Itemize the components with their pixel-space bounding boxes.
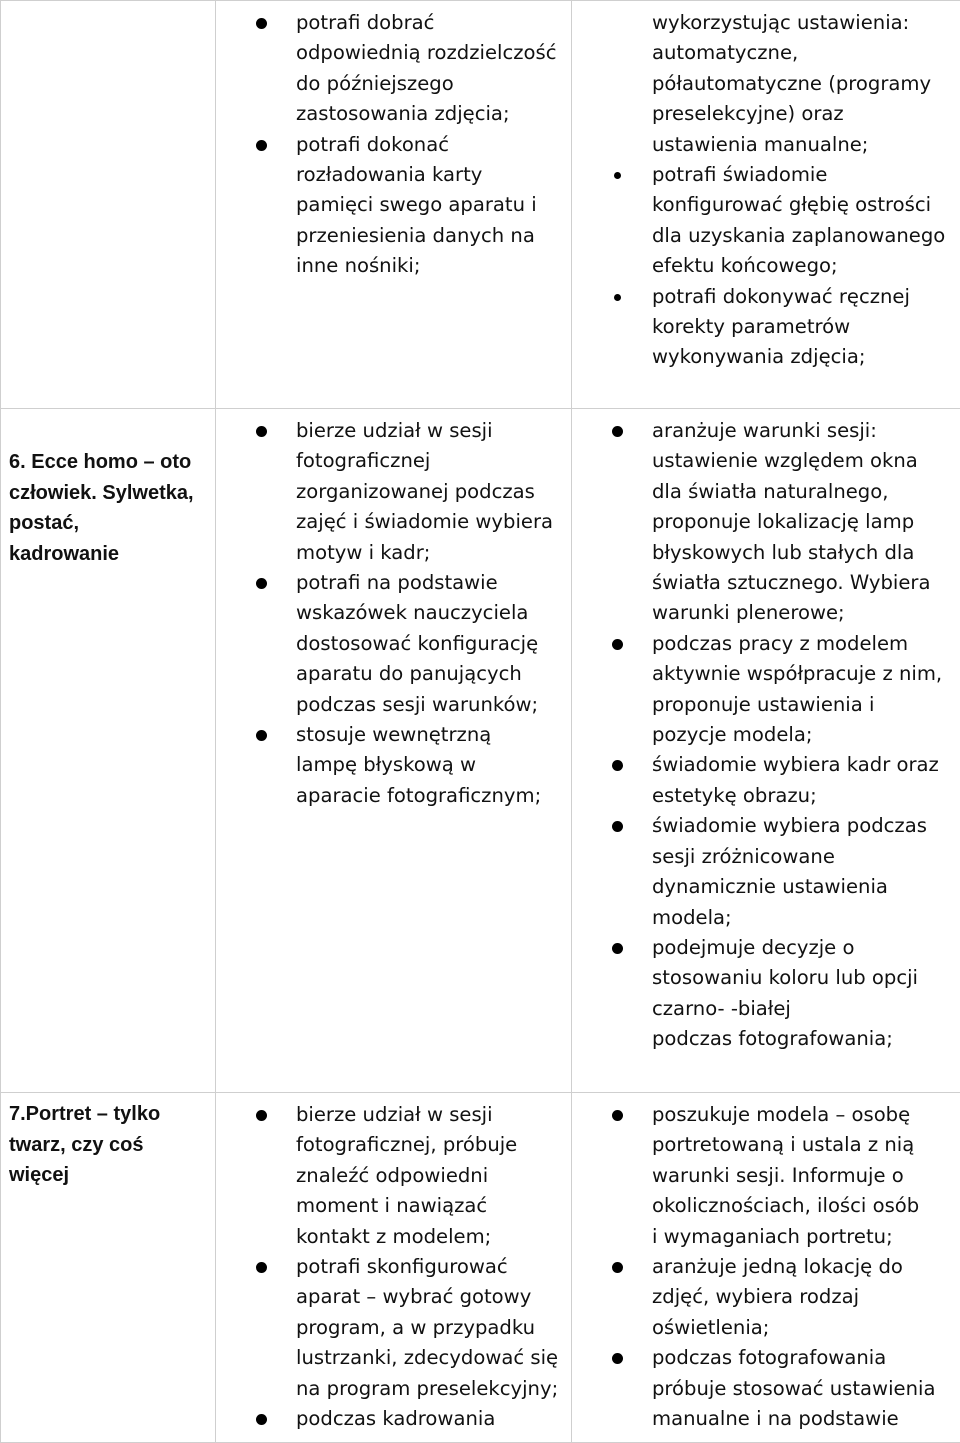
bullet-list	[572, 409, 960, 1055]
basic-requirements-cell	[216, 409, 572, 1093]
table-row	[1, 409, 960, 1093]
list-item: bierze udział w sesji fotograficznej zorganizowanej podczas zajęć i świadomie wybiera motyw i kadr;	[216, 416, 571, 568]
topic-cell	[1, 1, 216, 409]
list-item: podczas pracy z modelem aktywnie współpracuje z nim, proponuje ustawienia i pozycje modela;	[572, 629, 960, 751]
list-item: poszukuje modela – osobę portretowaną i ustala z nią warunki sesji. Informuje o okolicznościach, ilości osób i wymaganiach portretu;	[572, 1100, 960, 1252]
list-item: stosuje wewnętrzną lampę błyskową w aparacie fotograficznym;	[216, 720, 571, 811]
list-item: potrafi dobrać odpowiednią rozdzielczość do późniejszego zastosowania zdjęcia;	[216, 8, 571, 130]
list-item: potrafi skonfigurować aparat – wybrać gotowy program, a w przypadku lustrzanki, zdecydować się na program preselekcyjny;	[216, 1252, 571, 1404]
list-item: świadomie wybiera kadr oraz estetykę obrazu;	[572, 750, 960, 811]
list-item: potrafi świadomie konfigurować głębię ostrości dla uzyskania zaplanowanego efektu końcowego;	[572, 160, 960, 282]
list-item: potrafi dokonywać ręcznej korekty parametrów wykonywania zdjęcia;	[572, 282, 960, 373]
list-item: potrafi dokonać rozładowania karty pamięci swego aparatu i przeniesienia danych na inne nośniki;	[216, 130, 571, 282]
topic-cell	[1, 1093, 216, 1443]
extended-requirements-cell	[572, 1, 960, 409]
bullet-list	[572, 1093, 960, 1434]
list-item: podczas kadrowania	[216, 1404, 571, 1434]
basic-requirements-cell	[216, 1093, 572, 1443]
table-row	[1, 1, 960, 409]
list-item: potrafi na podstawie wskazówek nauczyciela dostosować konfigurację aparatu do panujących podczas sesji warunków;	[216, 568, 571, 720]
bullet-list	[572, 160, 960, 373]
table-row	[1, 1093, 960, 1443]
list-item: bierze udział w sesji fotograficznej, próbuje znaleźć odpowiedni moment i nawiązać kontakt z modelem;	[216, 1100, 571, 1252]
list-item: aranżuje jedną lokację do zdjęć, wybiera rodzaj oświetlenia;	[572, 1252, 960, 1343]
bullet-list	[216, 1, 571, 282]
topic-title: 7.Portret – tylko twarz, czy coś więcej	[1, 1093, 215, 1191]
list-item: podczas fotografowania próbuje stosować ustawienia manualne i na podstawie	[572, 1343, 960, 1434]
extended-requirements-cell	[572, 409, 960, 1093]
topic-cell	[1, 409, 216, 1093]
bullet-list	[216, 409, 571, 811]
extended-requirements-cell	[572, 1093, 960, 1443]
bullet-list	[216, 1093, 571, 1434]
list-item: aranżuje warunki sesji: ustawienie względem okna dla światła naturalnego, proponuje lokalizację lamp błyskowych lub stałych dla światła sztucznego. Wybiera warunki plenerowe;	[572, 416, 960, 629]
topic-title: 6. Ecce homo – oto człowiek. Sylwetka, postać, kadrowanie	[1, 409, 215, 569]
list-item: podejmuje decyzje o stosowaniu koloru lub opcji czarno- -białej podczas fotografowania;	[572, 933, 960, 1055]
topic-title	[1, 1, 215, 7]
continued-text: wykorzystując ustawienia: automatyczne, półautomatyczne (programy preselekcyjne) oraz ustawienia manualne;	[572, 1, 960, 160]
basic-requirements-cell	[216, 1, 572, 409]
list-item: świadomie wybiera podczas sesji zróżnicowane dynamicznie ustawienia modela;	[572, 811, 960, 933]
